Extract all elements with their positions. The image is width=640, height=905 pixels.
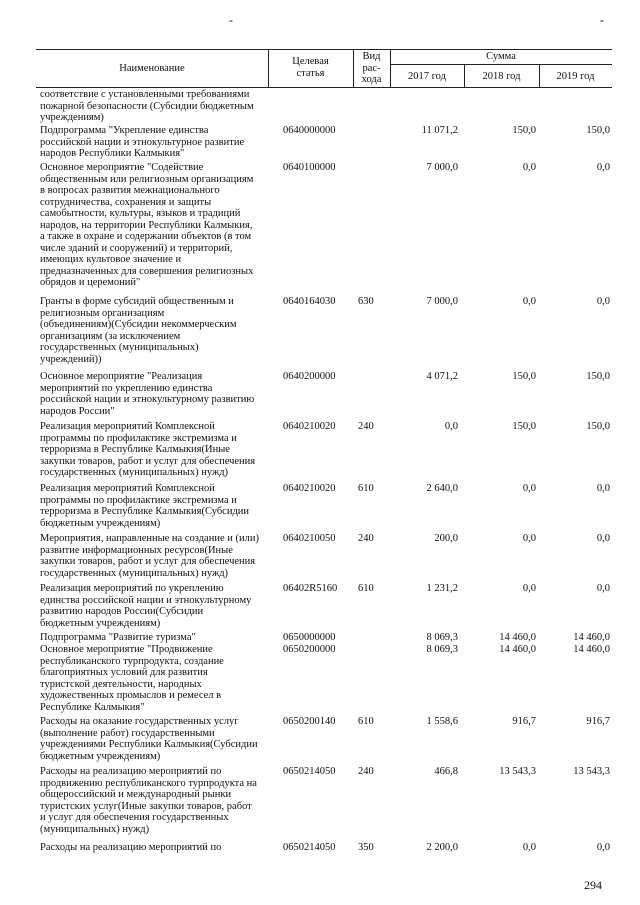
row-name: Реализация мероприятий Комплексной программы по профилактике экстремизма и терроризма в Республике Калмыкия(Субсидии бюджетным учреждениям) — [40, 483, 250, 529]
row-vid: 240 — [358, 766, 374, 777]
row-vid: 610 — [358, 716, 374, 727]
header-name: Наименование — [119, 63, 185, 74]
page-number: 294 — [584, 878, 602, 892]
row-2018: 0,0 — [522, 842, 536, 853]
top-mark-left: - — [229, 13, 233, 27]
table-header — [36, 49, 612, 88]
row-code: 0650000000 — [283, 632, 336, 643]
row-2017: 1 231,2 — [426, 583, 458, 594]
row-code: 0650200140 — [283, 716, 336, 727]
header-2019: 2019 год — [556, 71, 595, 82]
row-code: 0640210020 — [283, 483, 336, 494]
row-name: Реализация мероприятий по укреплению единства российской нации и этнокультурному развитию народов России(Субсидии бюджетным учреждениям) — [40, 583, 252, 629]
row-code: 06402R5160 — [283, 583, 338, 594]
row-code: 0640100000 — [283, 162, 336, 173]
row-2019: 0,0 — [596, 533, 610, 544]
header-sum-underline — [390, 64, 612, 65]
row-name: Расходы на реализацию мероприятий по — [40, 842, 222, 853]
row-code: 0650214050 — [283, 842, 336, 853]
row-2017: 2 200,0 — [426, 842, 458, 853]
row-2018: 0,0 — [522, 483, 536, 494]
row-2017: 7 000,0 — [426, 162, 458, 173]
row-2017: 4 071,2 — [426, 371, 458, 382]
row-vid: 240 — [358, 421, 374, 432]
row-2019: 0,0 — [596, 162, 610, 173]
row-name: Основное мероприятие "Реализация мероприятий по укреплению единства российской нации и этнокультурному развитию народов России" — [40, 371, 255, 417]
row-name: Расходы на реализацию мероприятий по продвижению республиканского турпродукта на общероссийский и международный рынки туристских услуг(Иные закупки товаров, работ и услуг для обеспечения государственных (муниципальных) нужд) — [40, 766, 257, 835]
row-2019: 0,0 — [596, 583, 610, 594]
row-vid: 610 — [358, 483, 374, 494]
row-2019: 13 543,3 — [573, 766, 610, 777]
row-name: Подпрограмма "Развитие туризма" — [40, 632, 196, 643]
header-code: Целевая статья — [292, 56, 329, 79]
row-2019: 0,0 — [596, 842, 610, 853]
row-2017: 2 640,0 — [426, 483, 458, 494]
row-2018: 150,0 — [512, 371, 536, 382]
row-code: 0640210020 — [283, 421, 336, 432]
row-code: 0640164030 — [283, 296, 336, 307]
row-2017: 200,0 — [434, 533, 458, 544]
row-code: 0650214050 — [283, 766, 336, 777]
row-vid: 630 — [358, 296, 374, 307]
row-2017: 1 558,6 — [426, 716, 458, 727]
row-name: Основное мероприятие "Содействие общественным или религиозным организациям в вопросах развития межнационального сотрудничества, сохранения и защиты самобытности, культуры, языков и традиций народов, на территории Республики Калмыкия, а также в охране и содержании объектов (в том числе зданий и сооружений) и территорий, имеющих культовое значение и предназначенных для совершения религиозных обрядов и церемоний" — [40, 162, 254, 288]
row-2018: 14 460,0 — [499, 632, 536, 643]
row-name: соответствие с установленными требованиями пожарной безопасности (Субсидии бюджетным учреждениям) — [40, 89, 254, 123]
row-2019: 150,0 — [586, 371, 610, 382]
row-2019: 14 460,0 — [573, 632, 610, 643]
top-mark-right: - — [600, 13, 604, 27]
row-name: Подпрограмма "Укрепление единства российской нации и этнокультурное развитие народов Республики Калмыкия" — [40, 125, 245, 159]
row-2017: 466,8 — [434, 766, 458, 777]
row-name: Мероприятия, направленные на создание и (или) развитие информационных ресурсов(Иные закупки товаров, работ и услуг для обеспечения государственных (муниципальных) нужд) — [40, 533, 259, 579]
row-2018: 0,0 — [522, 162, 536, 173]
row-2019: 150,0 — [586, 421, 610, 432]
header-vid: Вид рас- хода — [361, 51, 382, 85]
row-2019: 14 460,0 — [573, 644, 610, 655]
row-name: Гранты в форме субсидий общественным и религиозным организациям (объединениям)(Субсидии некоммерческим организациям (за исключением государственных (муниципальных) учреждений)) — [40, 296, 237, 365]
row-2017: 11 071,2 — [421, 125, 458, 136]
row-vid: 350 — [358, 842, 374, 853]
row-2017: 0,0 — [444, 421, 458, 432]
header-2018: 2018 год — [482, 71, 521, 82]
header-sum: Сумма — [486, 51, 516, 62]
row-2017: 7 000,0 — [426, 296, 458, 307]
row-name: Основное мероприятие "Продвижение республиканского турпродукта, создание благоприятных условий для развития туристской деятельности, народных художественных промыслов и ремесел в Республике Калмыкия" — [40, 644, 224, 713]
header-2017: 2017 год — [408, 71, 446, 82]
row-2018: 0,0 — [522, 583, 536, 594]
row-code: 0640000000 — [283, 125, 336, 136]
row-vid: 610 — [358, 583, 374, 594]
row-name: Расходы на оказание государственных услуг (выполнение работ) государственными учреждениями Республики Калмыкия(Субсидии бюджетным учреждениям) — [40, 716, 258, 762]
row-code: 0640210050 — [283, 533, 336, 544]
row-2017: 8 069,3 — [426, 632, 458, 643]
row-code: 0650200000 — [283, 644, 336, 655]
row-2018: 13 543,3 — [499, 766, 536, 777]
row-2019: 150,0 — [586, 125, 610, 136]
row-2019: 0,0 — [596, 483, 610, 494]
row-vid: 240 — [358, 533, 374, 544]
row-2018: 14 460,0 — [499, 644, 536, 655]
row-2018: 150,0 — [512, 125, 536, 136]
row-code: 0640200000 — [283, 371, 336, 382]
row-2019: 0,0 — [596, 296, 610, 307]
row-2018: 0,0 — [522, 296, 536, 307]
row-name: Реализация мероприятий Комплексной программы по профилактике экстремизма и терроризма в Республике Калмыкия(Иные закупки товаров, работ и услуг для обеспечения государственных (муниципальных) нужд) — [40, 421, 256, 478]
row-2018: 0,0 — [522, 533, 536, 544]
row-2017: 8 069,3 — [426, 644, 458, 655]
row-2018: 150,0 — [512, 421, 536, 432]
row-2019: 916,7 — [586, 716, 610, 727]
row-2018: 916,7 — [512, 716, 536, 727]
